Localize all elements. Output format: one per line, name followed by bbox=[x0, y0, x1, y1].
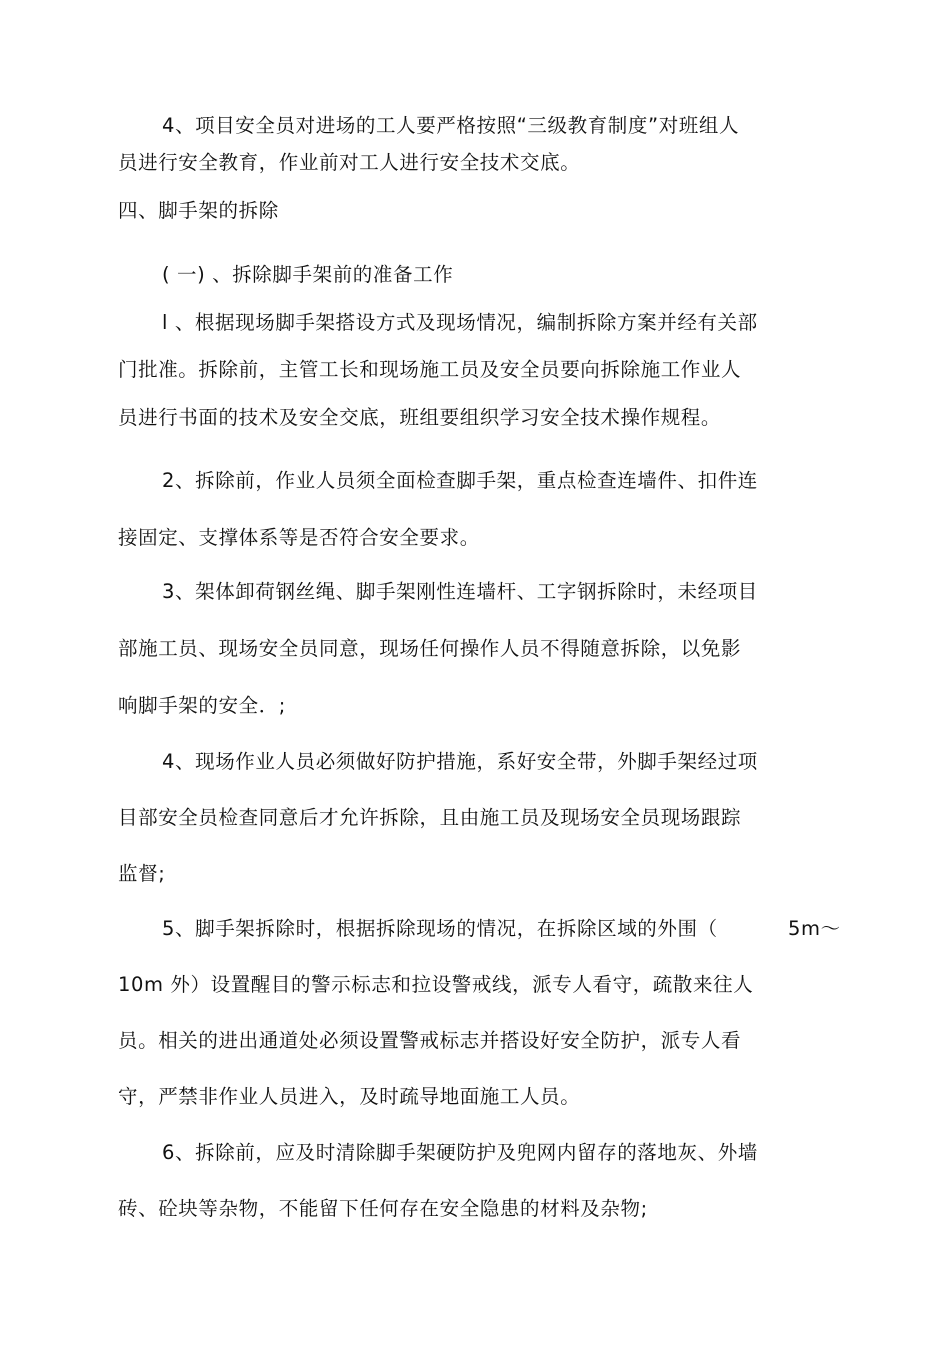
item-6-line-1: 6、拆除前，应及时清除脚手架硬防护及兜网内留存的落地灰、外墙 bbox=[162, 1141, 758, 1164]
item-1-line-1: l 、根据现场脚手架搭设方式及现场情况，编制拆除方案并经有关部 bbox=[162, 311, 758, 334]
paragraph-4-line-2: 员进行安全教育，作业前对工人进行安全技术交底。 bbox=[118, 151, 581, 174]
paragraph-4-line-1: 4、项目安全员对进场的工人要严格按照“三级教育制度”对班组人 bbox=[162, 114, 740, 137]
item-2-line-2: 接固定、支撑体系等是否符合安全要求。 bbox=[118, 526, 480, 549]
item-1-line-2: 门批准。拆除前，主管工长和现场施工员及安全员要向拆除施工作业人 bbox=[118, 358, 742, 381]
item-6-line-2: 砖、砼块等杂物，不能留下任何存在安全隐患的材料及杂物; bbox=[118, 1197, 648, 1220]
item-5-line-2: 10m 外）设置醒目的警示标志和拉设警戒线，派专人看守，疏散来往人 bbox=[118, 973, 754, 996]
item-1-line-3: 员进行书面的技术及安全交底，班组要组织学习安全技术操作规程。 bbox=[118, 406, 722, 429]
item-5-line-1: 5、脚手架拆除时，根据拆除现场的情况，在拆除区域的外围（ bbox=[162, 917, 718, 940]
item-4-line-1: 4、现场作业人员必须做好防护措施，系好安全带，外脚手架经过项 bbox=[162, 750, 758, 773]
item-5-range-start: 5m～ bbox=[788, 917, 841, 940]
item-5-line-4: 守，严禁非作业人员进入，及时疏导地面施工人员。 bbox=[118, 1085, 581, 1108]
subsection-heading: ( 一) 、拆除脚手架前的准备工作 bbox=[162, 263, 454, 286]
item-4-line-2: 目部安全员检查同意后才允许拆除，且由施工员及现场安全员现场跟踪 bbox=[118, 806, 742, 829]
section-heading: 四、脚手架的拆除 bbox=[118, 199, 279, 222]
item-3-line-3: 响脚手架的安全．; bbox=[118, 694, 286, 717]
item-2-line-1: 2、拆除前，作业人员须全面检查脚手架，重点检查连墙件、扣件连 bbox=[162, 469, 758, 492]
item-3-line-2: 部施工员、现场安全员同意，现场任何操作人员不得随意拆除，以免影 bbox=[118, 637, 742, 660]
item-3-line-1: 3、架体卸荷钢丝绳、脚手架刚性连墙杆、工字钢拆除时，未经项目 bbox=[162, 580, 758, 603]
item-4-line-3: 监督; bbox=[118, 862, 166, 885]
item-5-line-3: 员。相关的进出通道处必须设置警戒标志并搭设好安全防护，派专人看 bbox=[118, 1029, 742, 1052]
